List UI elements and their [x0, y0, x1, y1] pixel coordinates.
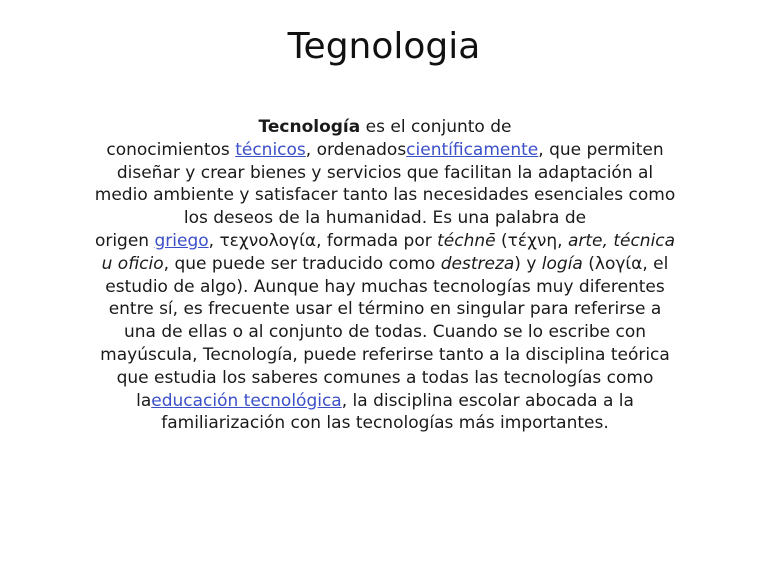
text-run: (λογία, el	[582, 253, 669, 274]
text-run: , ordenados	[305, 139, 407, 160]
slide-title: Tegnologia	[287, 26, 481, 67]
italic-destreza: destreza	[440, 253, 515, 274]
body-line: los deseos de la humanidad. Es una palabra de	[183, 208, 587, 229]
text-run: la	[136, 390, 152, 411]
body-line	[40, 390, 730, 413]
body-line: medio ambiente y satisfacer tanto las necesidades esenciales como	[94, 185, 676, 206]
italic-arte: arte, técnica	[567, 230, 676, 251]
link-cientificamente[interactable]: científicamente	[406, 139, 539, 160]
term-bold: Tecnología	[258, 117, 361, 137]
text-run: origen	[94, 230, 155, 251]
body-line: estudio de algo). Aunque hay muchas tecnologías muy diferentes	[105, 276, 665, 297]
text-run: , que permiten	[538, 139, 664, 160]
body-line: que estudia los saberes comunes a todas las tecnologías como	[116, 367, 654, 388]
body-line	[40, 116, 730, 139]
text-run: , la disciplina escolar abocada a la	[341, 390, 634, 411]
text-run: es el conjunto de	[360, 117, 512, 137]
body-line: entre sí, es frecuente usar el término en singular para referirse a	[108, 299, 662, 320]
italic-oficio: u oficio	[101, 253, 164, 274]
body-line	[40, 139, 730, 162]
body-line: familiarización con las tecnologías más importantes.	[161, 413, 609, 434]
italic-logia: logía	[541, 253, 583, 274]
link-tecnicos[interactable]: técnicos	[235, 139, 306, 160]
body-line: una de ellas o al conjunto de todas. Cuando se lo escribe con	[123, 322, 647, 343]
link-griego[interactable]: griego	[154, 230, 209, 251]
body-line: mayúscula, Tecnología, puede referirse tanto a la disciplina teórica	[100, 344, 670, 365]
text-run: , que puede ser traducido como	[163, 253, 441, 274]
italic-techne: téchnē	[437, 230, 496, 251]
text-run: , τεχνολογία, formada por	[208, 230, 438, 251]
body-line	[40, 253, 730, 276]
body-line	[40, 230, 730, 253]
text-run: (τέχνη,	[495, 230, 568, 251]
body-line: diseñar y crear bienes y servicios que facilitan la adaptación al	[116, 162, 654, 183]
text-run: ) y	[514, 253, 542, 274]
text-run: conocimientos	[106, 139, 236, 160]
link-educacion-tecnologica[interactable]: educación tecnológica	[151, 390, 342, 411]
body-paragraph	[40, 116, 730, 435]
